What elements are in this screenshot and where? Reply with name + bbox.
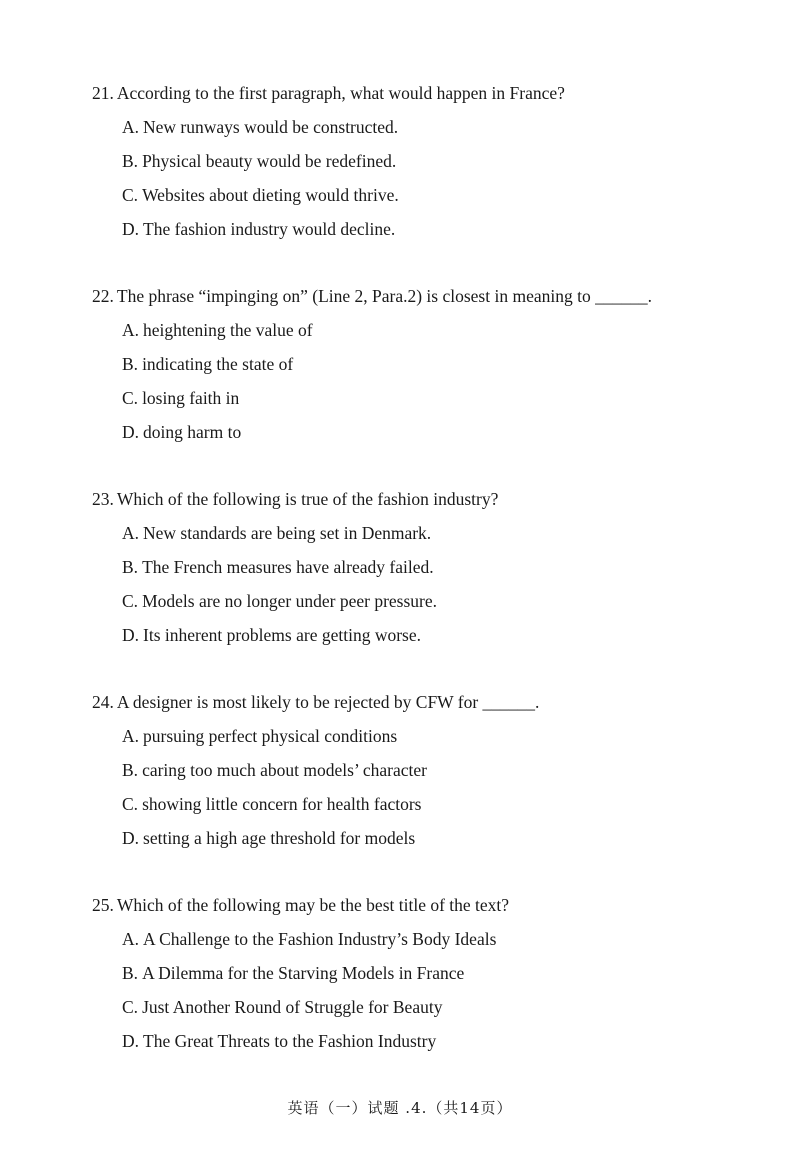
option-letter: B. [122,354,139,374]
option-text: indicating the state of [142,354,294,374]
option-text: New runways would be constructed. [143,117,399,137]
option-d [122,624,421,646]
option-letter: B. [122,963,139,983]
option-text: A Dilemma for the Starving Models in France [142,963,465,983]
option-letter: B. [122,151,139,171]
question-text: The phrase “impinging on” (Line 2, Para.2) is closest in meaning to ______. [116,286,652,306]
option-text: pursuing perfect physical conditions [143,726,398,746]
option-b [122,353,293,375]
option-b [122,150,396,172]
question-stem [92,894,509,916]
option-letter: A. [122,117,140,137]
option-text: caring too much about models’ character [142,760,427,780]
question-number: 22. [92,286,114,306]
option-letter: B. [122,760,139,780]
option-text: Websites about dieting would thrive. [142,185,399,205]
option-text: New standards are being set in Denmark. [143,523,432,543]
option-letter: A. [122,523,140,543]
option-text: Its inherent problems are getting worse. [143,625,421,645]
option-letter: D. [122,219,140,239]
question-number: 25. [92,895,114,915]
option-d [122,421,241,443]
option-a [122,522,431,544]
option-c [122,793,421,815]
question-text: A designer is most likely to be rejected by CFW for ______. [116,692,540,712]
option-letter: A. [122,929,140,949]
option-letter: D. [122,1031,140,1051]
option-text: showing little concern for health factors [142,794,422,814]
option-letter: A. [122,726,140,746]
option-text: losing faith in [142,388,240,408]
option-a [122,725,397,747]
question-stem [92,488,498,510]
option-text: Physical beauty would be redefined. [142,151,397,171]
option-text: The Great Threats to the Fashion Industry [143,1031,437,1051]
option-d [122,1030,436,1052]
option-c [122,184,399,206]
option-letter: B. [122,557,139,577]
option-b [122,556,434,578]
option-a [122,928,496,950]
option-text: doing harm to [143,422,242,442]
option-c [122,387,239,409]
question-text: Which of the following is true of the fashion industry? [116,489,499,509]
option-a [122,319,313,341]
option-c [122,590,437,612]
question-text: Which of the following may be the best title of the text? [116,895,510,915]
option-text: A Challenge to the Fashion Industry’s Body Ideals [143,929,497,949]
page-footer: 英语（一）试题 .4.（共14页） [287,1099,513,1117]
question-stem [92,285,652,307]
option-text: Just Another Round of Struggle for Beauty [142,997,443,1017]
question-stem [92,82,565,104]
option-c [122,996,442,1018]
question-number: 23. [92,489,114,509]
option-a [122,116,398,138]
question-number: 21. [92,83,114,103]
option-letter: C. [122,997,139,1017]
option-text: The French measures have already failed. [142,557,434,577]
option-b [122,759,427,781]
question-text: According to the first paragraph, what would happen in France? [116,83,565,103]
question-stem [92,691,539,713]
option-letter: D. [122,828,140,848]
option-letter: A. [122,320,140,340]
option-d [122,827,415,849]
option-text: heightening the value of [143,320,313,340]
option-d [122,218,395,240]
option-text: The fashion industry would decline. [143,219,396,239]
option-letter: C. [122,591,139,611]
option-text: setting a high age threshold for models [143,828,416,848]
option-letter: C. [122,388,139,408]
option-letter: D. [122,625,140,645]
option-letter: C. [122,185,139,205]
option-letter: C. [122,794,139,814]
question-number: 24. [92,692,114,712]
option-b [122,962,464,984]
option-letter: D. [122,422,140,442]
option-text: Models are no longer under peer pressure. [142,591,438,611]
